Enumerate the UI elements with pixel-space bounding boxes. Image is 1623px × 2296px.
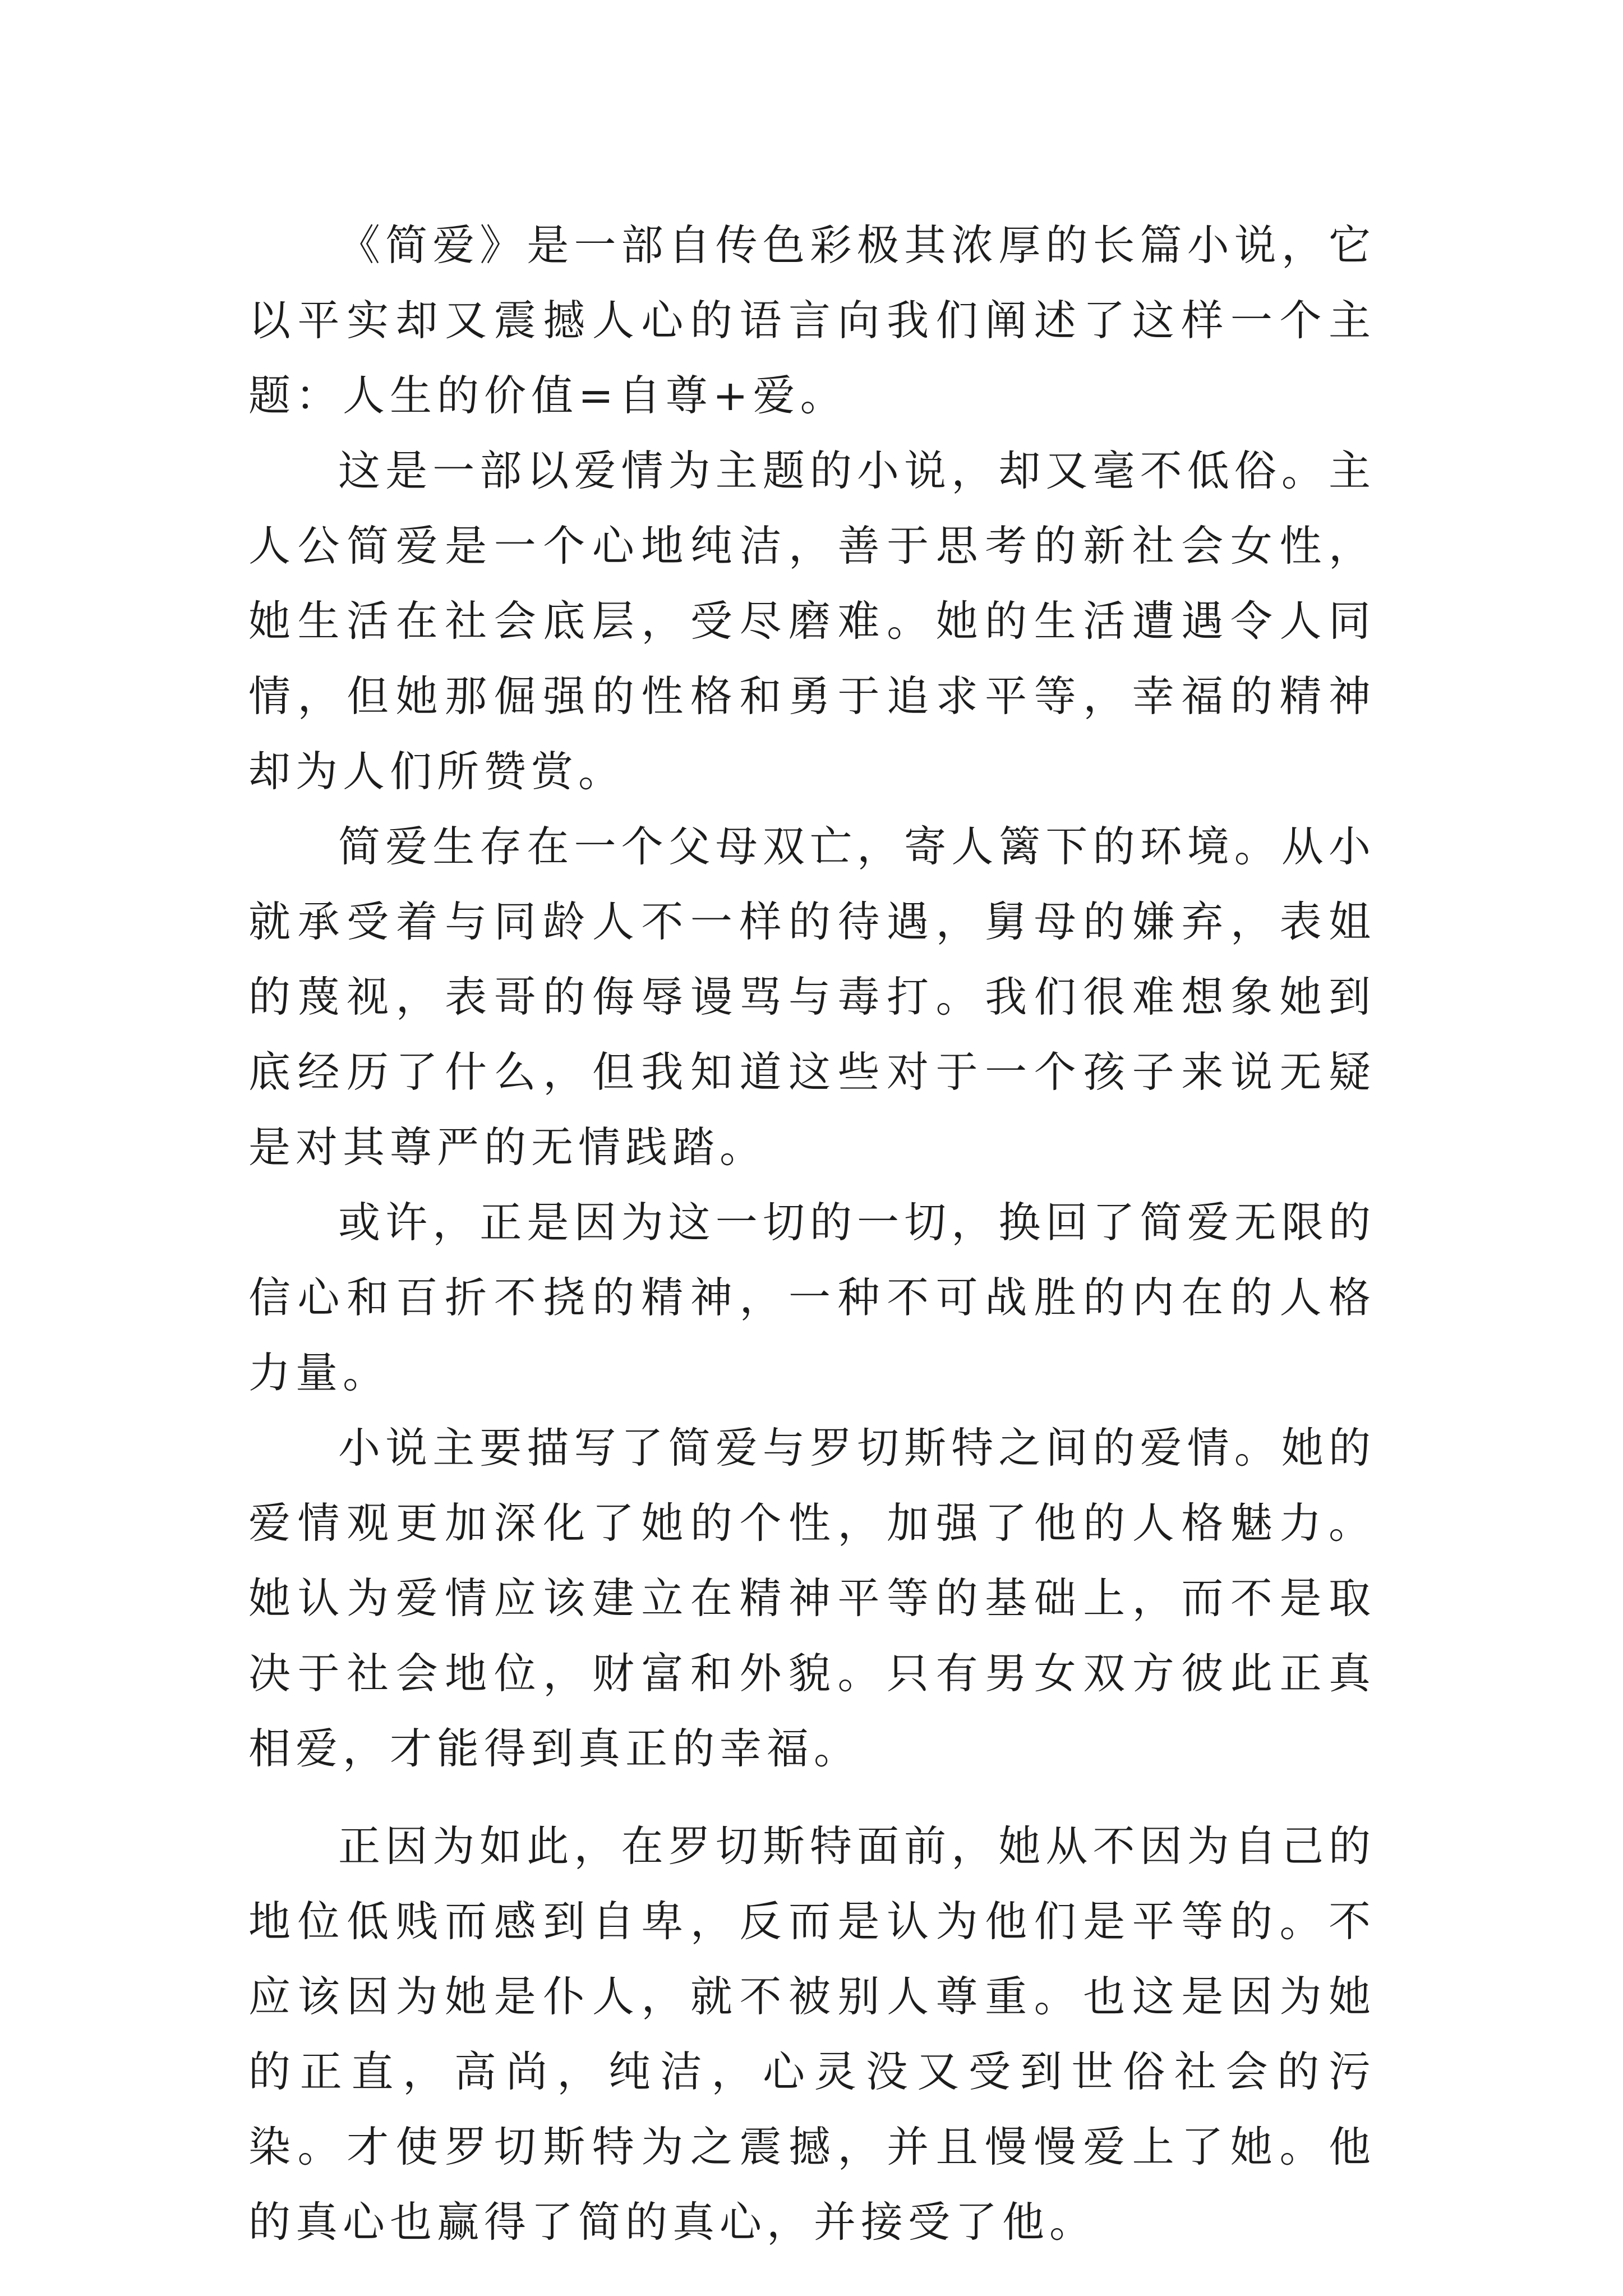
paragraph-3: 简爱生存在一个父母双亡，寄人篱下的环境。从小就承受着与同龄人不一样的待遇，舅母的嫌弃，表姐的蔑视，表哥的侮辱谩骂与毒打。我们很难想象她到底经历了什么，但我知道这些对于一个孩子来说无疑是对其尊严的无情践踏。 (248, 822, 1376, 1172)
paragraph-2: 这是一部以爱情为主题的小说，却又毫不低俗。主人公简爱是一个心地纯洁，善于思考的新社会女性，她生活在社会底层，受尽磨难。她的生活遭遇令人同情，但她那倔强的性格和勇于追求平等，幸福的精神却为人们所赞赏。 (248, 446, 1376, 796)
paragraph-4: 或许，正是因为这一切的一切，换回了简爱无限的信心和百折不挠的精神，一种不可战胜的内在的人格力量。 (248, 1198, 1376, 1397)
paragraph-1: 《简爱》是一部自传色彩极其浓厚的长篇小说，它以平实却又震撼人心的语言向我们阐述了这样一个主题：人生的价值=自尊+爱。 (248, 220, 1376, 420)
document-body (248, 208, 1376, 2260)
paragraph-6: 正因为如此，在罗切斯特面前，她从不因为自己的地位低贱而感到自卑，反而是认为他们是平等的。不应该因为她是仆人，就不被别人尊重。也这是因为她的正直，高尚，纯洁，心灵没又受到世俗社会的污染。才使罗切斯特为之震撼，并且慢慢爱上了她。他的真心也赢得了简的真心，并接受了他。 (248, 1821, 1376, 2247)
paragraph-5: 小说主要描写了简爱与罗切斯特之间的爱情。她的爱情观更加深化了她的个性，加强了他的人格魅力。她认为爱情应该建立在精神平等的基础上，而不是取决于社会地位，财富和外貌。只有男女双方彼此正真相爱，才能得到真正的幸福。 (248, 1423, 1376, 1773)
